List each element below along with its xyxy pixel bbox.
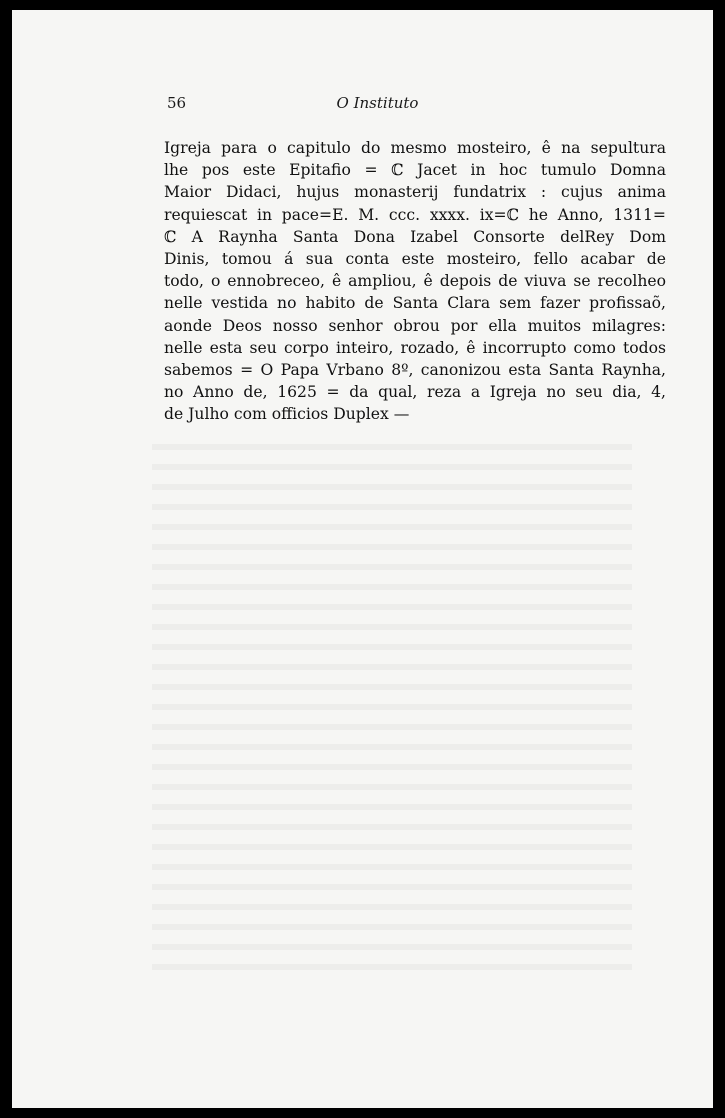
text-line: Igreja para o capitulo do mesmo mosteiro, ê na sepultura <box>164 139 666 157</box>
text-line: requiescat in pace=E. M. ccc. xxxx. ix=ℂ he Anno, 1311= <box>164 205 666 224</box>
text-line: sabemos = O Papa Vrbano 8º, canonizou esta Santa Raynha, <box>164 361 666 380</box>
body-text <box>164 137 666 426</box>
text-line: Maior Didaci, hujus monasterij fundatrix : cujus anima <box>164 183 666 202</box>
page-number: 56 <box>167 94 187 112</box>
text-line: no Anno de, 1625 = da qual, reza a Igreja no seu dia, 4, <box>164 383 666 402</box>
text-line: Dinis, tomou á sua conta este mosteiro, fello acabar de <box>164 250 666 269</box>
page-header <box>12 94 713 114</box>
text-line: lhe pos este Epitafio = ℂ Jacet in hoc tumulo Domna <box>164 161 666 180</box>
text-line: nelle esta seu corpo inteiro, rozado, ê incorrupto como todos <box>164 338 666 357</box>
text-line: aonde Deos nosso senhor obrou por ella muitos milagres: <box>164 316 666 335</box>
text-line: de Julho com officios Duplex — <box>164 405 410 424</box>
text-line: nelle vestida no habito de Santa Clara sem fazer profissaõ, <box>164 294 666 313</box>
text-line: todo, o ennobreceo, ê ampliou, ê depois de viuva se recolheo <box>164 272 666 291</box>
page <box>12 10 713 1108</box>
running-title: O Instituto <box>336 94 419 112</box>
bleed-through-shadow <box>152 430 632 970</box>
text-line: ℂ A Raynha Santa Dona Izabel Consorte delRey Dom <box>164 227 666 246</box>
